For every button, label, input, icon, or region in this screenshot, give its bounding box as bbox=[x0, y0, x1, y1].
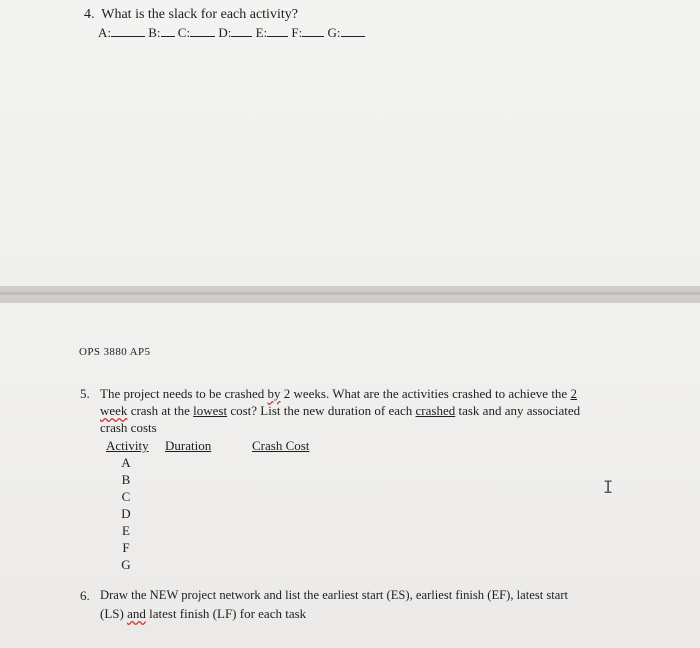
page-divider-line bbox=[0, 292, 700, 295]
q6-word-and: and bbox=[127, 606, 146, 621]
slack-answer-row bbox=[98, 25, 365, 41]
q5-text-part: The project needs to be crashed bbox=[100, 386, 268, 401]
question-4 bbox=[84, 7, 298, 23]
question-4-number: 4. bbox=[84, 7, 95, 22]
question-6-line-1: Draw the NEW project network and list the earliest start (ES), earliest finish (EF), latest start bbox=[100, 588, 569, 602]
q5-word-2: 2 bbox=[570, 386, 577, 401]
activity-row-a: A bbox=[121, 455, 131, 470]
question-5-line-3: crash costs bbox=[100, 420, 157, 435]
q5-word-by: by bbox=[267, 386, 281, 401]
activity-row-f: F bbox=[122, 540, 130, 555]
slack-blank-e[interactable] bbox=[267, 25, 288, 37]
slack-blank-b[interactable] bbox=[161, 25, 175, 37]
q6-text-part: latest finish (LF) for each task bbox=[145, 606, 307, 621]
table-header-duration: Duration bbox=[165, 438, 212, 453]
slack-label-a: A: bbox=[98, 25, 111, 40]
question-4-text: What is the slack for each activity? bbox=[101, 7, 298, 22]
worksheet-page-top bbox=[0, 0, 700, 286]
slack-blank-f[interactable] bbox=[302, 25, 324, 37]
question-6-number: 6. bbox=[80, 588, 90, 603]
slack-label-d: D: bbox=[218, 25, 232, 40]
q5-text-part: 2 weeks. What are the activities crashed to achieve the bbox=[280, 386, 571, 401]
table-header-activity: Activity bbox=[106, 438, 149, 453]
question-5-line-2 bbox=[100, 403, 580, 419]
q5-word-lowest: lowest bbox=[193, 403, 228, 418]
slack-blank-d[interactable] bbox=[231, 25, 252, 37]
text-cursor-icon: I bbox=[603, 478, 614, 498]
q5-word-crashed: crashed bbox=[415, 403, 456, 418]
activity-row-b: B bbox=[121, 472, 131, 487]
slack-label-g: G: bbox=[327, 25, 341, 40]
question-6-line-2 bbox=[100, 606, 306, 622]
slack-label-c: C: bbox=[177, 25, 191, 40]
activity-row-d: D bbox=[121, 506, 131, 521]
slack-blank-a[interactable] bbox=[111, 25, 145, 37]
question-5-number: 5. bbox=[80, 386, 90, 401]
slack-label-f: F: bbox=[291, 25, 303, 40]
activity-row-c: C bbox=[121, 489, 131, 504]
slack-label-e: E: bbox=[255, 25, 268, 40]
slack-blank-g[interactable] bbox=[341, 25, 365, 37]
slack-blank-c[interactable] bbox=[190, 25, 215, 37]
q5-word-week: week bbox=[100, 403, 128, 418]
q6-text-part: (LS) bbox=[100, 606, 128, 621]
slack-label-b: B: bbox=[148, 25, 161, 40]
activity-row-g: G bbox=[121, 557, 131, 572]
q5-text-part: cost? List the new duration of each bbox=[227, 403, 416, 418]
activity-row-e: E bbox=[122, 523, 130, 538]
question-5-line-1 bbox=[100, 386, 577, 402]
q5-text-part: crash at the bbox=[127, 403, 194, 418]
table-header-crash-cost: Crash Cost bbox=[252, 438, 310, 453]
q5-text-part: task and any associated bbox=[455, 403, 581, 418]
course-code: OPS 3880 AP5 bbox=[79, 346, 151, 358]
